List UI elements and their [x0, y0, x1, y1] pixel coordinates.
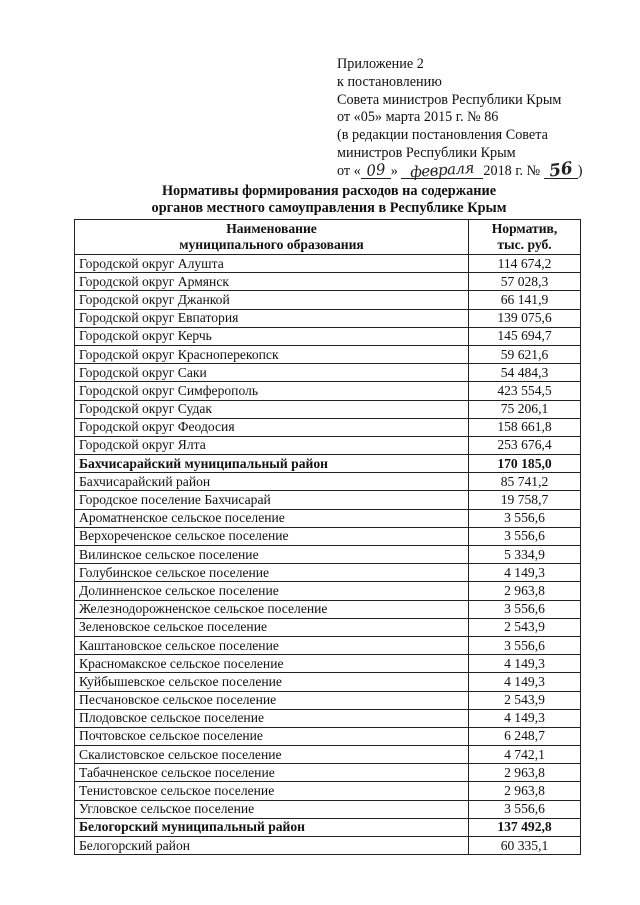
row-value-cell: 3 556,6: [469, 636, 581, 654]
row-value-cell: 6 248,7: [469, 727, 581, 745]
row-value-cell: 158 661,8: [469, 418, 581, 436]
appendix-line: (в редакции постановления Совета: [337, 127, 548, 144]
table-row: [75, 564, 581, 582]
header-value-line-2: тыс. руб.: [497, 237, 552, 252]
row-name-cell: Городской округ Феодосия: [75, 418, 469, 436]
row-value-cell: 2 963,8: [469, 764, 581, 782]
table-row: [75, 455, 581, 473]
row-name-cell: Куйбышевское сельское поселение: [75, 673, 469, 691]
table-row: [75, 582, 581, 600]
row-name-cell: Бахчисарайский район: [75, 473, 469, 491]
table-row: [75, 273, 581, 291]
row-value-cell: 4 149,3: [469, 673, 581, 691]
date-prefix: от «: [337, 162, 361, 179]
row-name-cell: Зеленовское сельское поселение: [75, 618, 469, 636]
appendix-line: от «05» марта 2015 г. № 86: [337, 109, 499, 126]
table-row: [75, 327, 581, 345]
row-name-cell: Почтовское сельское поселение: [75, 727, 469, 745]
table-row: [75, 400, 581, 418]
norms-table: [74, 219, 581, 855]
row-value-cell: 59 621,6: [469, 345, 581, 363]
table-row: [75, 837, 581, 855]
table-row: [75, 364, 581, 382]
table-row: [75, 382, 581, 400]
table-row: [75, 546, 581, 564]
row-value-cell: 2 963,8: [469, 582, 581, 600]
row-value-cell: 2 543,9: [469, 618, 581, 636]
row-name-cell: Белогорский муниципальный район: [75, 818, 469, 836]
table-row: [75, 527, 581, 545]
table-row: [75, 727, 581, 745]
row-value-cell: 2 963,8: [469, 782, 581, 800]
row-value-cell: 2 543,9: [469, 691, 581, 709]
row-value-cell: 3 556,6: [469, 800, 581, 818]
date-suffix: ): [577, 162, 583, 179]
table-row: [75, 418, 581, 436]
table-row: [75, 255, 581, 273]
row-name-cell: Каштановское сельское поселение: [75, 636, 469, 654]
row-value-cell: 75 206,1: [469, 400, 581, 418]
row-name-cell: Городской округ Саки: [75, 364, 469, 382]
document-title: [74, 183, 584, 217]
row-value-cell: 170 185,0: [469, 455, 581, 473]
row-name-cell: Городской округ Красноперекопск: [75, 345, 469, 363]
row-value-cell: 114 674,2: [469, 255, 581, 273]
row-name-cell: Бахчисарайский муниципальный район: [75, 455, 469, 473]
table-row: [75, 746, 581, 764]
appendix-line: Приложение 2: [337, 56, 424, 72]
row-value-cell: 85 741,2: [469, 473, 581, 491]
row-value-cell: 66 141,9: [469, 291, 581, 309]
row-name-cell: Табачненское сельское поселение: [75, 764, 469, 782]
table-row: [75, 636, 581, 654]
row-name-cell: Городской округ Алушта: [75, 255, 469, 273]
row-name-cell: Песчановское сельское поселение: [75, 691, 469, 709]
appendix-date-line: от « 09 » февраля 2018 г. № 56 ): [337, 158, 583, 182]
row-name-cell: Городской округ Керчь: [75, 327, 469, 345]
row-value-cell: 3 556,6: [469, 527, 581, 545]
title-line-1: Нормативы формирования расходов на содержание: [161, 183, 497, 199]
table-row: [75, 600, 581, 618]
row-name-cell: Угловское сельское поселение: [75, 800, 469, 818]
row-value-cell: 3 556,6: [469, 600, 581, 618]
row-name-cell: Верхореченское сельское поселение: [75, 527, 469, 545]
header-value-line-1: Норматив,: [491, 221, 558, 236]
appendix-line: к постановлению: [337, 73, 442, 90]
table-row: [75, 673, 581, 691]
appendix-line: министров Республики Крым: [337, 144, 516, 161]
handwritten-number: 56: [547, 158, 574, 182]
table-row: [75, 291, 581, 309]
table-row: [75, 345, 581, 363]
row-value-cell: 137 492,8: [469, 818, 581, 836]
row-value-cell: 253 676,4: [469, 436, 581, 454]
row-name-cell: Городской округ Армянск: [75, 273, 469, 291]
table-row: [75, 509, 581, 527]
row-name-cell: Голубинское сельское поселение: [75, 564, 469, 582]
row-value-cell: 5 334,9: [469, 546, 581, 564]
row-value-cell: 4 149,3: [469, 564, 581, 582]
row-name-cell: Красномакское сельское поселение: [75, 655, 469, 673]
handwritten-month: февраля: [409, 158, 475, 181]
table-row: [75, 764, 581, 782]
table-row: [75, 655, 581, 673]
row-value-cell: 145 694,7: [469, 327, 581, 345]
table-row: [75, 818, 581, 836]
header-name-line-1: Наименование: [226, 221, 317, 236]
appendix-block: [337, 56, 627, 181]
row-name-cell: Белогорский район: [75, 837, 469, 855]
row-name-cell: Железнодорожненское сельское поселение: [75, 600, 469, 618]
row-name-cell: Городской округ Судак: [75, 400, 469, 418]
row-name-cell: Плодовское сельское поселение: [75, 709, 469, 727]
table-row: [75, 436, 581, 454]
row-name-cell: Скалистовское сельское поселение: [75, 746, 469, 764]
row-value-cell: 4 149,3: [469, 709, 581, 727]
header-value-cell: [469, 220, 581, 255]
date-year: 2018 г. №: [483, 162, 544, 179]
header-name-line-2: муниципального образования: [179, 237, 364, 252]
row-name-cell: Городское поселение Бахчисарай: [75, 491, 469, 509]
row-value-cell: 139 075,6: [469, 309, 581, 327]
row-name-cell: Городской округ Евпатория: [75, 309, 469, 327]
header-name-cell: [75, 220, 469, 255]
row-name-cell: Вилинское сельское поселение: [75, 546, 469, 564]
row-value-cell: 4 742,1: [469, 746, 581, 764]
table-row: [75, 309, 581, 327]
row-name-cell: Тенистовское сельское поселение: [75, 782, 469, 800]
table-row: [75, 709, 581, 727]
handwritten-day: 09: [365, 159, 387, 180]
table-row: [75, 782, 581, 800]
table-row: [75, 800, 581, 818]
row-value-cell: 54 484,3: [469, 364, 581, 382]
row-name-cell: Городской округ Симферополь: [75, 382, 469, 400]
table-header-row: [75, 220, 581, 255]
row-value-cell: 19 758,7: [469, 491, 581, 509]
row-name-cell: Ароматненское сельское поселение: [75, 509, 469, 527]
appendix-line: Совета министров Республики Крым: [337, 91, 562, 108]
table-row: [75, 618, 581, 636]
table-row: [75, 473, 581, 491]
table-row: [75, 691, 581, 709]
row-name-cell: Городской округ Ялта: [75, 436, 469, 454]
title-line-2: органов местного самоуправления в Республике Крым: [151, 200, 507, 216]
table-row: [75, 491, 581, 509]
row-name-cell: Городской округ Джанкой: [75, 291, 469, 309]
row-name-cell: Долинненское сельское поселение: [75, 582, 469, 600]
row-value-cell: 3 556,6: [469, 509, 581, 527]
row-value-cell: 4 149,3: [469, 655, 581, 673]
row-value-cell: 423 554,5: [469, 382, 581, 400]
row-value-cell: 60 335,1: [469, 837, 581, 855]
row-value-cell: 57 028,3: [469, 273, 581, 291]
table-body: [75, 255, 581, 855]
